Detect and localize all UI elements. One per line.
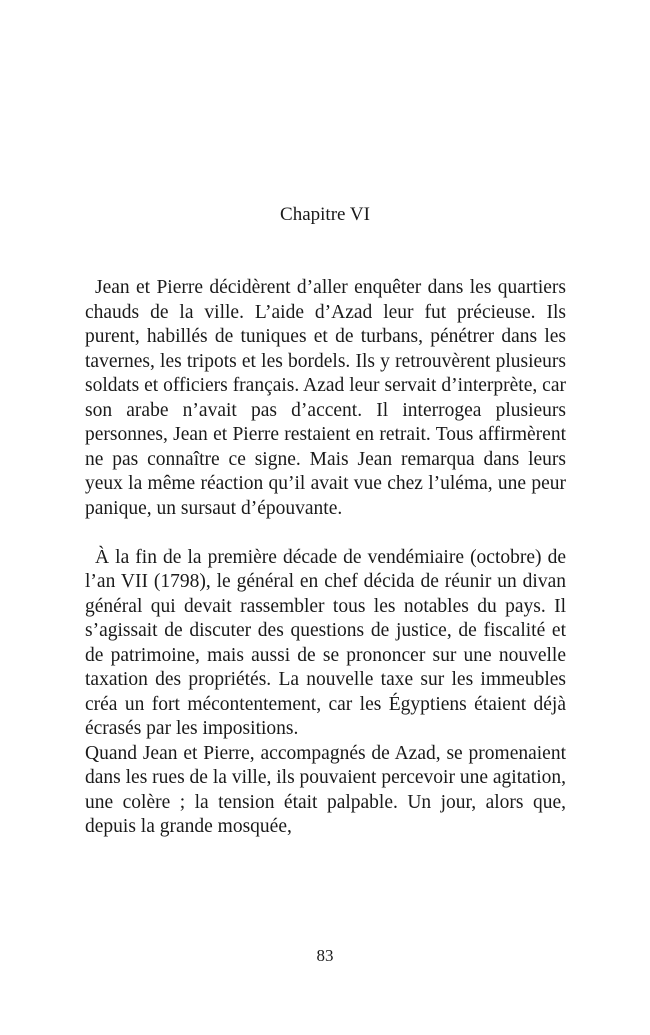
- page-number: 83: [316, 946, 334, 965]
- chapter-title: Chapitre VI: [280, 204, 370, 225]
- paragraph: Jean et Pierre décidèrent d’aller enquêter dans les quartiers chauds de la ville. L’aide d’Azad leur fut précieuse. Ils purent, habillés de tuniques et de turbans, pénétrer dans les tavernes, les tripots et les bordels. Ils y retrouvèrent plusieurs soldats et officiers français. Azad leur servait d’interprète, car son arabe n’avait pas d’accent. Il interrogea plusieurs personnes, Jean et Pierre restaient en retrait. Tous affirmèrent ne pas connaître ce signe. Mais Jean remarqua dans leurs yeux la même réaction qu’il avait vue chez l’uléma, une peur panique, un sursaut d’épouvante.: [85, 277, 566, 519]
- body-text: [85, 276, 566, 840]
- paragraph: À la fin de la première décade de vendémiaire (octobre) de l’an VII (1798), le général en chef décida de réunir un divan général qui devait rassembler tous les notables du pays. Il s’agissait de discuter des questions de justice, de fiscalité et de patrimoine, mais aussi de se prononcer sur une nouvelle taxation des propriétés. La nouvelle taxe sur les immeubles créa un fort mécontentement, car les Égyptiens étaient déjà écrasés par les impositions.: [85, 546, 566, 739]
- paragraph: Quand Jean et Pierre, accompagnés de Azad, se promenaient dans les rues de la ville, ils pouvaient percevoir une agitation, une colère ; la tension était palpable. Un jour, alors que, depuis la grande mosquée,: [85, 742, 566, 837]
